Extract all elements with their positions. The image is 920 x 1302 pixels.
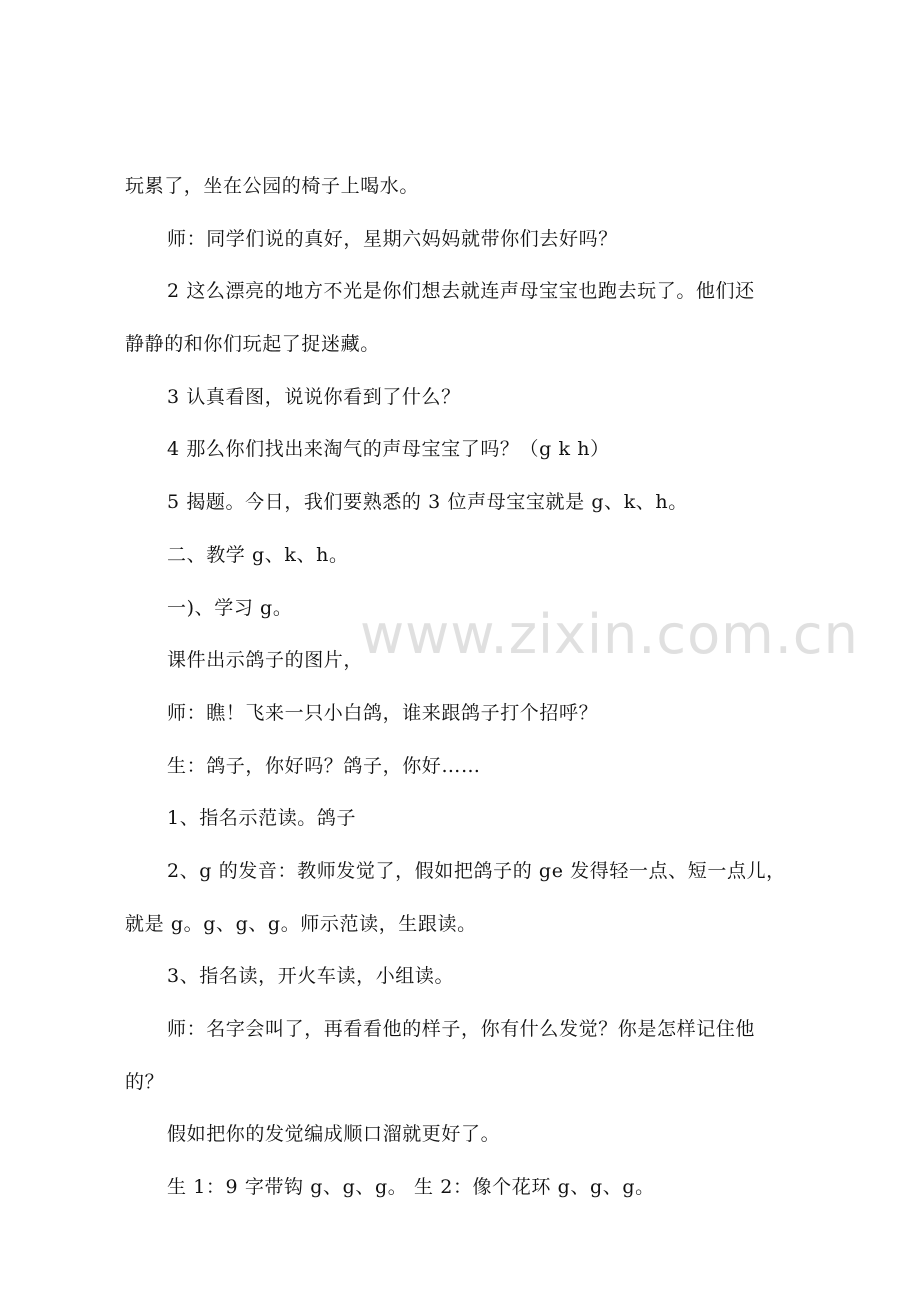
- text-line-6: 4 那么你们找出来淘气的声母宝宝了吗？（g k h）: [167, 438, 610, 461]
- watermark-text: www.zixin.com.cn: [360, 603, 859, 666]
- document-body: [125, 160, 815, 1214]
- text-line-13: 1、指名示范读。鸽子: [167, 807, 357, 830]
- text-line-2: 师：同学们说的真好，星期六妈妈就带你们去好吗？: [167, 227, 618, 250]
- subsection-heading: 一)、学习 g。: [167, 596, 293, 619]
- text-line-5: 3 认真看图，说说你看到了什么？: [167, 385, 461, 408]
- text-line-10: 课件出示鸽子的图片，: [167, 649, 364, 672]
- text-line-7: 5 揭题。今日，我们要熟悉的 3 位声母宝宝就是 g、k、h。: [167, 491, 688, 514]
- text-line-19: 假如把你的发觉编成顺口溜就更好了。: [167, 1123, 501, 1146]
- text-line-18: 的？: [125, 1070, 165, 1093]
- text-line-15: 就是 g。g、g、g。师示范读，生跟读。: [125, 912, 477, 935]
- text-line-14: 2、g 的发音：教师发觉了，假如把鸽子的 ge 发得轻一点、短一点儿，: [167, 859, 786, 882]
- text-line-16: 3、指名读，开火车读，小组读。: [167, 965, 455, 988]
- text-line-1: 玩累了，坐在公园的椅子上喝水。: [125, 175, 420, 197]
- text-line-17: 师：名字会叫了，再看看他的样子，你有什么发觉？你是怎样记住他: [167, 1018, 756, 1040]
- text-line-12: 生：鸽子，你好吗？鸽子，你好……: [167, 754, 481, 777]
- section-heading: 二、教学 g、k、h。: [167, 543, 349, 566]
- text-line-20: 生 1：9 字带钩 g、g、g。 生 2：像个花环 g、g、g。: [167, 1176, 655, 1199]
- text-line-11: 师：瞧！飞来一只小白鸽，谁来跟鸽子打个招呼？: [167, 701, 599, 724]
- text-line-3: 2 这么漂亮的地方不光是你们想去就连声母宝宝也跑去玩了。他们还: [167, 280, 755, 303]
- text-line-4: 静静的和你们玩起了捉迷藏。: [125, 333, 380, 356]
